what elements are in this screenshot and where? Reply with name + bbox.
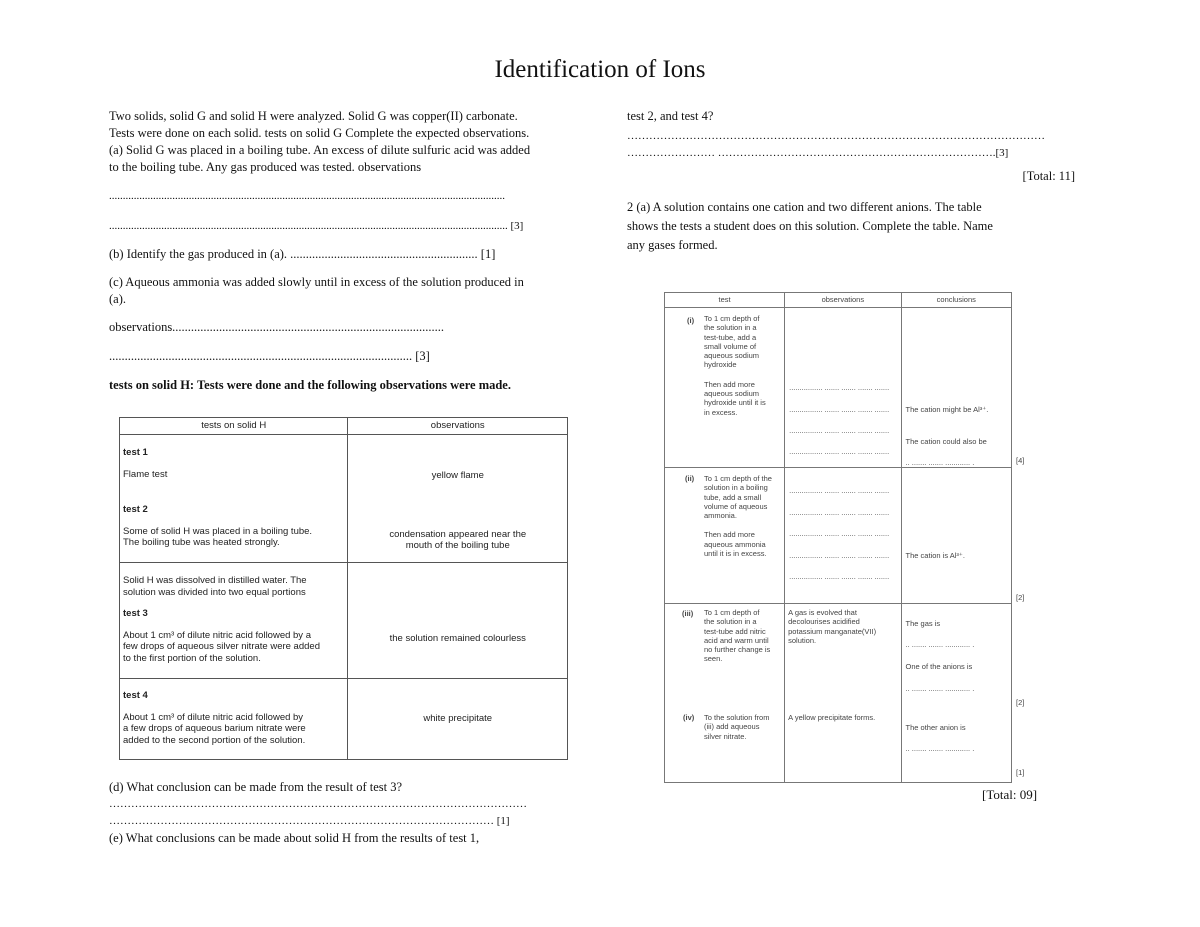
- test-text: [704, 314, 766, 417]
- text-line: To 1 cm depth of: [704, 608, 760, 617]
- questions-d-e: [109, 779, 571, 847]
- table-header: observations: [348, 418, 568, 435]
- text-line: no further change is: [704, 645, 771, 655]
- text-line: potassium manganate(VII): [788, 626, 877, 636]
- observation: A yellow precipitate forms.: [788, 713, 876, 722]
- answer-dots: .. ....... ....... ............ .: [905, 458, 975, 467]
- text-line: (iii) add aqueous: [704, 722, 760, 732]
- test-text: Flame test: [123, 468, 168, 480]
- text-line: decolourises acidified: [788, 617, 860, 627]
- observation: white precipitate: [423, 713, 493, 724]
- table-row: [901, 468, 1011, 604]
- mark-allocation: [1]: [1016, 768, 1025, 777]
- question-2: shows the tests a student does on this solution. Complete the table. Name: [627, 219, 993, 233]
- test-text: Some of solid H was placed in a boiling tube.: [123, 525, 313, 537]
- text-line: until it is in excess.: [704, 549, 767, 559]
- text-line: To the solution from: [704, 713, 770, 722]
- table-header: tests on solid H: [120, 418, 348, 435]
- text-line: hydroxide: [704, 360, 737, 370]
- total-marks: [Total: 11]: [1022, 169, 1075, 183]
- conclusion: The cation could also be: [905, 437, 987, 446]
- table-row: [120, 679, 348, 760]
- text-line: Then add more: [704, 530, 755, 540]
- observation: yellow flame: [431, 470, 484, 481]
- answer-dots: ................ ....... ....... ....... .......: [789, 383, 890, 392]
- question-e: (e) What conclusions can be made about solid H from the results of test 1,: [109, 831, 480, 845]
- answer-dots: ................ ....... ....... ....... .......: [789, 529, 890, 538]
- answer-line: ……………………………………………………………………………………………………: [109, 798, 527, 810]
- row-number: (ii): [685, 474, 695, 483]
- table-row: [785, 468, 901, 604]
- total-marks: [Total: 09]: [982, 787, 1038, 802]
- table-row: [120, 563, 348, 679]
- test-text: [704, 474, 772, 558]
- text-line: To 1 cm depth of: [704, 314, 760, 323]
- text-line: hydroxide until it is: [704, 398, 766, 408]
- test-text: to the first portion of the solution.: [123, 652, 261, 664]
- question-e-continued: test 2, and test 4?: [627, 109, 714, 123]
- mark-allocation: [2]: [1016, 698, 1025, 707]
- question-c: (a).: [109, 292, 126, 306]
- text-line: in excess.: [704, 407, 738, 417]
- test-text: About 1 cm³ of dilute nitric acid followed by a: [123, 629, 311, 641]
- test-text: added to the second portion of the solution.: [123, 734, 306, 746]
- table-row: [785, 308, 901, 468]
- table-row: [901, 604, 1011, 783]
- row-number: (iii): [682, 609, 694, 618]
- text-line: the solution in a: [704, 323, 757, 333]
- question-2: 2 (a) A solution contains one cation and two different anions. The table: [627, 200, 982, 214]
- table-row: [901, 308, 1011, 468]
- question-2: any gases formed.: [627, 238, 718, 252]
- intro-line: Two solids, solid G and solid H were analyzed. Solid G was copper(II) carbonate.: [109, 109, 518, 123]
- answer-dots: .. ....... ....... ............ .: [905, 744, 975, 753]
- text-line: solution.: [788, 635, 817, 645]
- answer-line: …………………… ………………………………………………………………….[3]: [627, 147, 1009, 159]
- test-text: The boiling tube was heated strongly.: [123, 537, 280, 548]
- left-column: [109, 108, 571, 394]
- text-line: ammonia.: [704, 511, 737, 521]
- test-text: solution was divided into two equal portions: [123, 586, 306, 598]
- table-row: [120, 435, 348, 563]
- answer-dots: .. ....... ....... ............ .: [905, 640, 975, 649]
- text-line: the solution in a: [704, 617, 757, 627]
- answer-line: ................................................................................................. [3]: [109, 349, 430, 363]
- test-text: few drops of aqueous silver nitrate were added: [123, 641, 320, 652]
- test-label: test 2: [123, 504, 148, 515]
- table-header: test: [665, 293, 785, 308]
- intro-line: to the boiling tube. Any gas produced was tested. observations: [109, 160, 422, 174]
- answer-line: ................................................................................................................................................: [109, 190, 505, 202]
- mark-allocation: [2]: [1016, 593, 1025, 602]
- right-column: [627, 108, 1089, 255]
- ion-tests-table: [664, 292, 1012, 783]
- text-line: aqueous sodium: [704, 389, 760, 399]
- conclusion: One of the anions is: [905, 662, 973, 671]
- answer-dots: ................ ....... ....... ....... .......: [789, 508, 890, 517]
- test-text: About 1 cm³ of dilute nitric acid followed by: [123, 711, 304, 723]
- table-header: observations: [785, 293, 901, 308]
- answer-dots: ................ ....... ....... ....... .......: [789, 486, 890, 495]
- table-header: conclusions: [901, 293, 1011, 308]
- table-row: [348, 563, 568, 679]
- solid-h-heading: tests on solid H: Tests were done and the following observations were made.: [109, 378, 511, 392]
- text-line: tube, add a small: [704, 492, 762, 502]
- text-line: Then add more: [704, 379, 755, 389]
- table-row: [665, 308, 785, 468]
- conclusion: The cation is Al³⁺.: [905, 551, 965, 560]
- conclusion: The other anion is: [905, 723, 966, 732]
- answer-dots: ................ ....... ....... ....... .......: [789, 426, 890, 435]
- observation: mouth of the boiling tube: [405, 540, 510, 551]
- text-line: seen.: [704, 654, 723, 664]
- text-line: solution in a boiling: [704, 483, 768, 493]
- test-text: a few drops of aqueous barium nitrate were: [123, 723, 306, 734]
- observation: [788, 608, 876, 645]
- answer-dots: ................ ....... ....... ....... .......: [789, 551, 890, 560]
- table-row: [665, 468, 785, 604]
- question-c: (c) Aqueous ammonia was added slowly until in excess of the solution produced in: [109, 275, 524, 289]
- row-number: (iv): [683, 713, 695, 722]
- test-label: test 3: [123, 608, 148, 619]
- text-line: A gas is evolved that: [788, 608, 857, 617]
- test-text: [704, 608, 770, 664]
- question-d: (d) What conclusion can be made from the result of test 3?: [109, 780, 403, 794]
- observation: condensation appeared near the: [389, 528, 527, 540]
- test-label: test 4: [123, 690, 148, 701]
- text-line: silver nitrate.: [704, 731, 747, 741]
- row-number: (i): [687, 316, 695, 325]
- text-line: aqueous ammonia: [704, 539, 766, 549]
- answer-dots: ................ ....... ....... ....... .......: [789, 447, 890, 456]
- table-row: [348, 435, 568, 563]
- observations-line: observations.......................................................................................: [109, 320, 445, 334]
- text-line: aqueous sodium: [704, 351, 760, 361]
- answer-dots: ................ ....... ....... ....... .......: [789, 572, 890, 581]
- answer-line: ................................................................................................................................................. [3]: [109, 220, 524, 232]
- text-line: test-tube add nitric: [704, 626, 766, 636]
- solid-h-table: [119, 417, 568, 760]
- text-line: To 1 cm depth of the: [704, 474, 772, 483]
- test-text: Solid H was dissolved in distilled water. The: [123, 575, 307, 586]
- table-row: [348, 679, 568, 760]
- table-row: [785, 604, 901, 783]
- test-label: test 1: [123, 447, 148, 458]
- answer-dots: ................ ....... ....... ....... .......: [789, 405, 890, 414]
- conclusion: The gas is: [905, 619, 941, 628]
- answer-dots: .. ....... ....... ............ .: [905, 684, 975, 693]
- intro-line: (a) Solid G was placed in a boiling tube. An excess of dilute sulfuric acid was added: [109, 143, 531, 157]
- intro-line: Tests were done on each solid. tests on solid G Complete the expected observations.: [109, 126, 530, 140]
- text-line: volume of aqueous: [704, 501, 768, 511]
- answer-line: ……………………………………………………………………………………………………: [627, 130, 1045, 142]
- text-line: test-tube, add a: [704, 332, 757, 342]
- mark-allocation: [4]: [1016, 456, 1025, 465]
- text-line: acid and warm until: [704, 635, 769, 645]
- test-text: [704, 713, 769, 741]
- question-b: (b) Identify the gas produced in (a). ............................................................ [1]: [109, 247, 496, 261]
- table-row: [665, 604, 785, 783]
- conclusion: The cation might be Al³⁺.: [905, 405, 989, 414]
- answer-line: …………………………………………………………………………………………… [1]: [109, 815, 510, 827]
- page-title: Identification of Ions: [494, 56, 706, 83]
- text-line: small volume of: [704, 341, 757, 351]
- observation: the solution remained colourless: [389, 633, 526, 644]
